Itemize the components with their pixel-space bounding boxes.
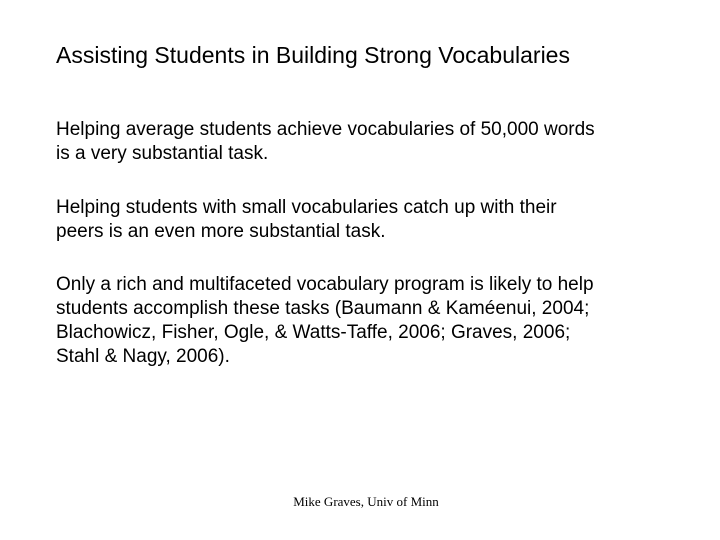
paragraph-line: students accomplish these tasks (Baumann & Kaméenui, 2004; <box>56 298 590 319</box>
paragraph-small-vocabularies <box>56 196 696 244</box>
paragraph-line: Only a rich and multifaceted vocabulary program is likely to help <box>56 274 594 295</box>
paragraph-vocabulary-program <box>56 273 696 369</box>
paragraph-line: Blachowicz, Fisher, Ogle, & Watts-Taffe, 2006; Graves, 2006; <box>56 322 571 343</box>
paragraph-line: Helping students with small vocabularies catch up with their <box>56 197 557 218</box>
paragraph-line: Stahl & Nagy, 2006). <box>56 346 230 367</box>
footer-text: Mike Graves, Univ of Minn <box>293 494 439 509</box>
paragraph-line: is a very substantial task. <box>56 143 269 164</box>
paragraph-line: Helping average students achieve vocabularies of 50,000 words <box>56 119 595 140</box>
paragraph-line: peers is an even more substantial task. <box>56 221 386 242</box>
slide-footer <box>0 494 720 510</box>
paragraph-average-students <box>56 118 696 166</box>
slide-title: Assisting Students in Building Strong Vocabularies <box>56 42 570 68</box>
